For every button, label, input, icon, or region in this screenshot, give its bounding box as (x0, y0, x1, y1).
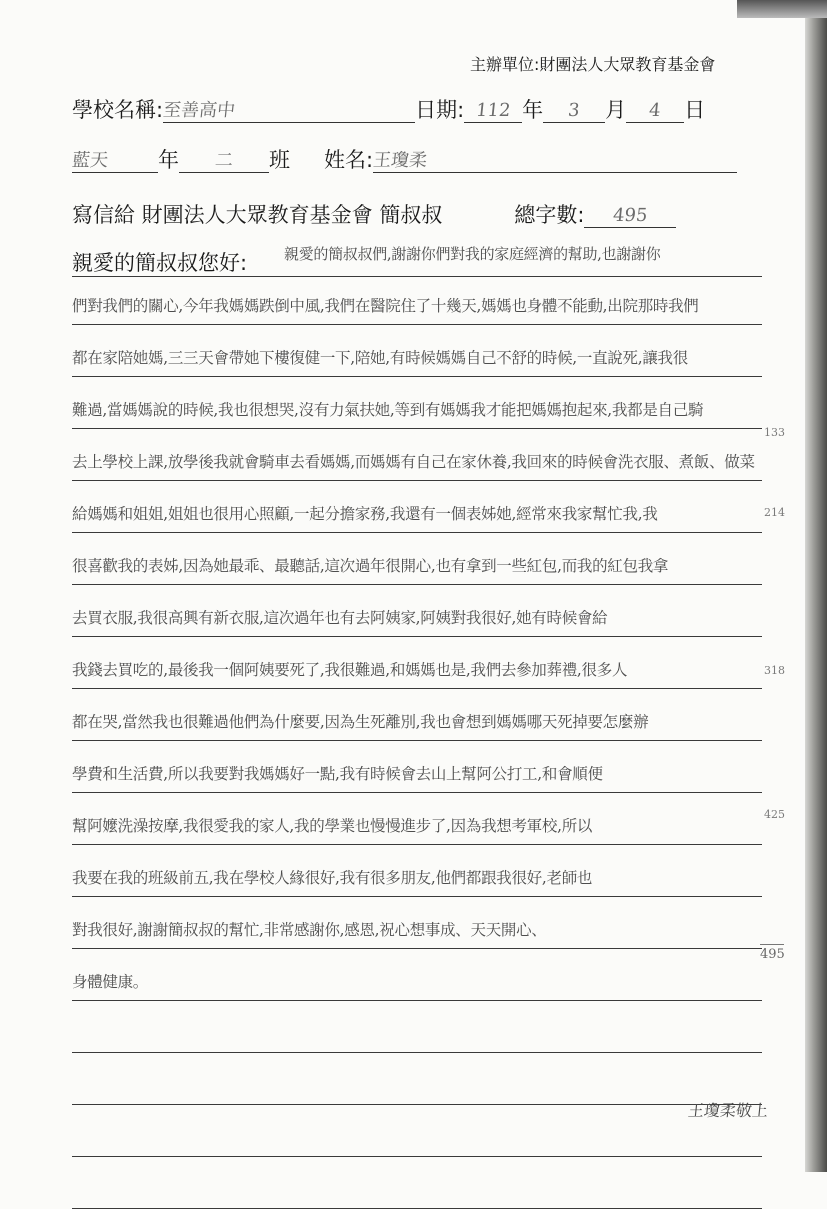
year-label: 年 (522, 98, 544, 122)
rule-line (72, 532, 762, 533)
margin-count: 318 (764, 664, 785, 677)
letter-to-row (72, 201, 676, 228)
letter-recipient: 寫信給 財團法人大眾教育基金會 簡叔叔 (72, 203, 443, 227)
year-field[interactable] (464, 96, 522, 123)
year-value: 112 (474, 100, 512, 121)
name-value: 王瓊柔 (372, 150, 429, 171)
letter-line: 對我很好,謝謝簡叔叔的幫忙,非常感謝你,感恩,祝心想事成、天天開心、 (72, 921, 547, 939)
letter-line: 學費和生活費,所以我要對我媽媽好一點,我有時候會去山上幫阿公打工,和會順便 (72, 765, 603, 783)
class-value: 二 (213, 150, 235, 171)
letter-first-line: 親愛的簡叔叔們,謝謝你們對我的家庭經濟的幫助,也謝謝你 (284, 245, 661, 263)
rule-line (72, 688, 762, 689)
class-label: 班 (269, 148, 290, 172)
month-field[interactable] (543, 96, 605, 123)
day-field[interactable] (626, 96, 684, 123)
rule-line (72, 1104, 762, 1105)
rule-line (72, 584, 762, 585)
letter-line: 很喜歡我的表姊,因為她最乖、最聽話,這次過年很開心,也有拿到一些紅包,而我的紅包我拿 (72, 557, 669, 575)
letter-line: 我錢去買吃的,最後我一個阿姨要死了,我很難過,和媽媽也是,我們去參加葬禮,很多人 (72, 661, 628, 679)
signature: 王瓊柔敬上 (686, 1101, 769, 1120)
word-count-label: 總字數: (514, 203, 585, 227)
school-field[interactable] (163, 96, 415, 123)
name-label: 姓名: (324, 148, 374, 172)
scan-page-edge (805, 0, 827, 1172)
rule-line (72, 636, 762, 637)
margin-count: 425 (764, 808, 785, 821)
organizer-label: 主辦單位:財團法人大眾教育基金會 (470, 55, 716, 74)
letter-line: 難過,當媽媽說的時候,我也很想哭,沒有力氣扶她,等到有媽媽我才能把媽媽抱起來,我都是自己騎 (72, 401, 704, 419)
rule-line (72, 844, 762, 845)
class-field[interactable] (179, 146, 269, 173)
school-date-row (72, 96, 705, 123)
margin-count: 133 (764, 426, 785, 439)
rule-line (72, 480, 762, 481)
greeting: 親愛的簡叔叔您好: (72, 251, 248, 275)
word-count-field[interactable] (584, 201, 676, 228)
rule-line (72, 948, 762, 949)
rule-line (72, 376, 762, 377)
scan-page-corner (737, 0, 827, 18)
letter-line: 們對我們的關心,今年我媽媽跌倒中風,我們在醫院住了十幾天,媽媽也身體不能動,出院那時我們 (72, 297, 699, 315)
letter-line: 身體健康。 (72, 973, 149, 991)
month-label: 月 (605, 98, 627, 122)
margin-count: 214 (764, 506, 785, 519)
class-year-field[interactable] (72, 146, 158, 173)
grade-label: 年 (158, 148, 179, 172)
day-value: 4 (648, 100, 663, 121)
class-year-value: 藍天 (70, 150, 110, 171)
letter-line: 幫阿嬤洗澡按摩,我很愛我的家人,我的學業也慢慢進步了,因為我想考軍校,所以 (72, 817, 593, 835)
day-label: 日 (684, 98, 706, 122)
name-field[interactable] (373, 146, 737, 173)
total-count-note (760, 944, 785, 962)
school-value: 至善高中 (162, 100, 237, 121)
letter-line: 給媽媽和姐姐,姐姐也很用心照顧,一起分擔家務,我還有一個表姊她,經常來我家幫忙我,我 (72, 505, 658, 523)
letter-line: 都在哭,當然我也很難過他們為什麼要,因為生死離別,我也會想到媽媽哪天死掉要怎麼辦 (72, 713, 649, 731)
rule-line (72, 1052, 762, 1053)
school-label: 學校名稱: (72, 98, 164, 122)
word-count-value: 495 (612, 205, 649, 226)
rule-line (72, 276, 762, 277)
rule-line (72, 740, 762, 741)
letter-line: 我要在我的班級前五,我在學校人緣很好,我有很多朋友,他們都跟我很好,老師也 (72, 869, 593, 887)
greeting-row (72, 250, 247, 276)
letter-line: 去上學校上課,放學後我就會騎車去看媽媽,而媽媽有自己在家休養,我回來的時候會洗衣服、煮飯、做菜 (72, 453, 755, 471)
letter-line: 都在家陪她媽,三三天會帶她下樓復健一下,陪她,有時候媽媽自己不舒的時候,一直說死,讓我很 (72, 349, 688, 367)
rule-line (72, 428, 762, 429)
date-label: 日期: (415, 98, 465, 122)
rule-line (72, 1000, 762, 1001)
rule-line (72, 896, 762, 897)
month-value: 3 (567, 100, 582, 121)
class-name-row (72, 146, 737, 173)
rule-line (72, 792, 762, 793)
letter-line: 去買衣服,我很高興有新衣服,這次過年也有去阿姨家,阿姨對我很好,她有時候會給 (72, 609, 608, 627)
total-count-value: 495 (760, 947, 785, 962)
rule-line (72, 324, 762, 325)
rule-line (72, 1156, 762, 1157)
